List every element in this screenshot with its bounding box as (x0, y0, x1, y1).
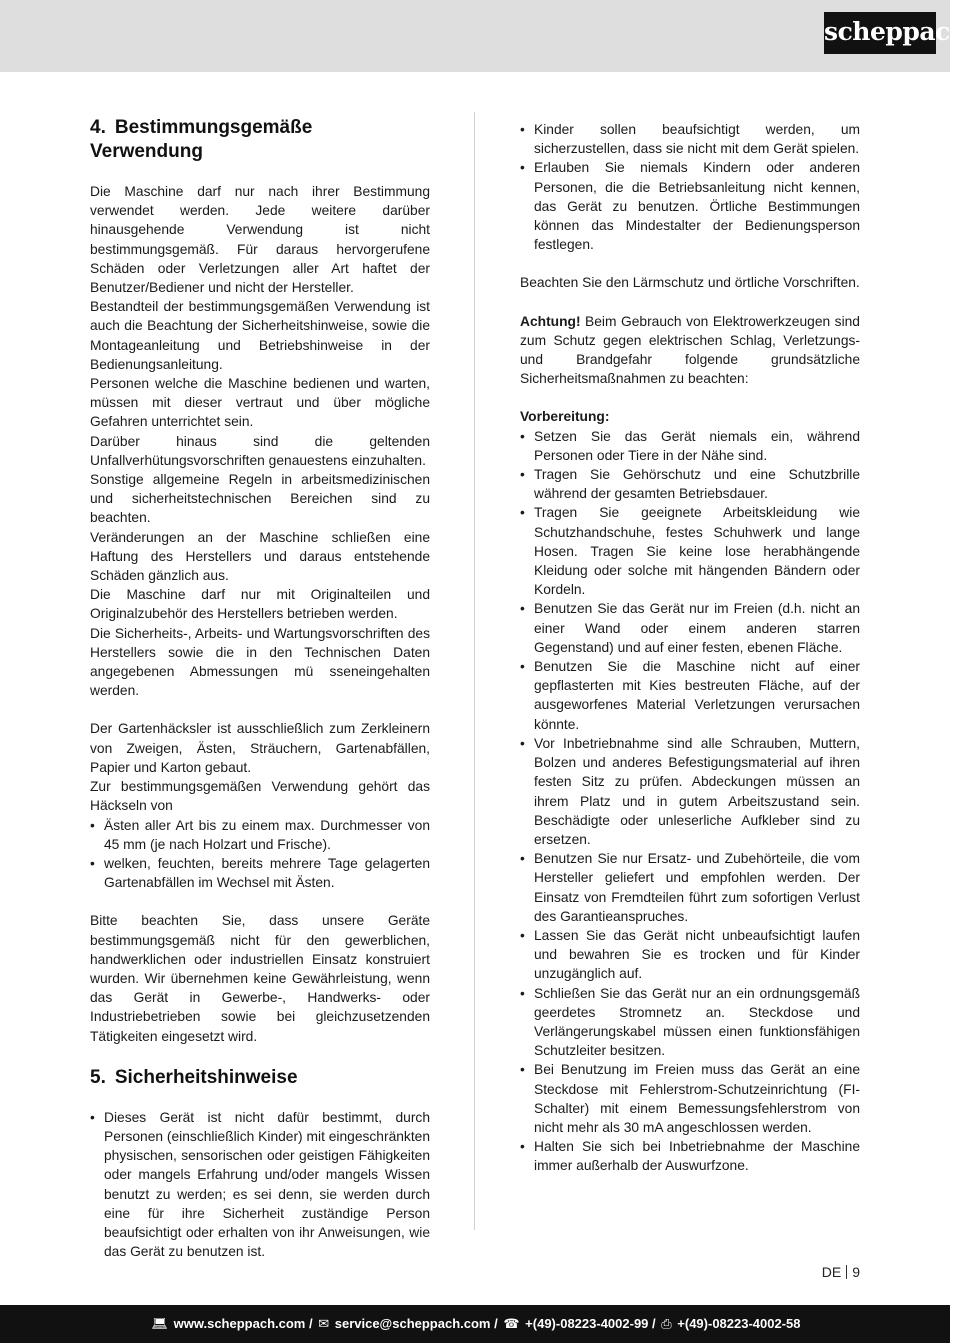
paragraph: Bestandteil der bestimmungsgemäßen Verwendung ist auch die Beachtung der Sicherheitshinweise, sowie die Montageanleitung und Betriebshinweise in der Bedienungsanleitung. (90, 299, 430, 372)
right-column (520, 112, 860, 1176)
section-5-heading (90, 1066, 430, 1090)
phone-icon: ☎ (503, 1316, 520, 1331)
warning-text: Beim Gebrauch von Elektrowerkzeugen sind zum Schutz gegen elektrischen Schlag, Verletzungs- und Brandgefahr folgende grundsätzliche Sicherheitsmaßnahmen zu beachten: (520, 313, 860, 387)
page-lang: DE (821, 1264, 842, 1280)
list-item: • Vor Inbetriebnahme sind alle Schrauben, Muttern, Bolzen und anderes Befestigungsmaterial auf ihren festen Sitz zu prüfen. Abdeckungen müssen an ihrem Platz und in gutem Arbeitszustand sein. Beschädigte oder unleserliche Aufkleber sind zu ersetzen. (520, 734, 860, 849)
paragraph: Die Sicherheits-, Arbeits- und Wartungsvorschriften des Herstellers sowie die in den Technischen Daten angegebenen Abmessungen mü sseneingehalten werden. (90, 625, 430, 699)
section-4-number: 4. (90, 117, 106, 138)
list-item: • Tragen Sie Gehörschutz und eine Schutzbrille während der gesamten Betriebsdauer. (520, 465, 860, 503)
list-item: • Benutzen Sie nur Ersatz- und Zubehörteile, die vom Hersteller geliefert und empfohlen werden. Der Einsatz von Fremdteilen führt zum sofortigen Verlust des Garantieanspruches. (520, 849, 860, 926)
list-item: • Lassen Sie das Gerät nicht unbeaufsichtigt laufen und bewahren Sie es trocken und für Kinder unzugänglich auf. (520, 926, 860, 984)
noise-note: Beachten Sie den Lärmschutz und örtliche Vorschriften. (520, 275, 860, 291)
list-item: • Ästen aller Art bis zu einem max. Durchmesser von 45 mm (je nach Holzart und Frische). (90, 816, 430, 854)
list-item: • Tragen Sie geeignete Arbeitskleidung wie Schutzhandschuhe, festes Schuhwerk und lange Hosen. Tragen Sie keine lose herabhängende Kleidung oder solche mit hängenden Bändern oder Kordeln. (520, 503, 860, 599)
paragraph: Sonstige allgemeine Regeln in arbeitsmedizinischen und sicherheitstechnischen Bereichen sind zu beachten. (90, 472, 430, 526)
paragraph: Die Maschine darf nur mit Originalteilen und Originalzubehör des Herstellers betrieben werden. (90, 587, 430, 622)
page-footer (0, 1305, 950, 1343)
list-item: • welken, feuchten, bereits mehrere Tage gelagerten Gartenabfällen im Wechsel mit Ästen. (90, 854, 430, 892)
list-item: • Erlauben Sie niemals Kindern oder anderen Personen, die die Betriebsanleitung nicht kennen, das Gerät zu benutzen. Örtliche Bestimmungen können das Mindestalter der Bedienungsperson festlegen. (520, 158, 860, 254)
list-item: • Benutzen Sie das Gerät nur im Freien (d.h. nicht an einer Wand oder einem anderen starren Gegenstand) und auf einer festen, ebenen Fläche. (520, 599, 860, 657)
left-column (90, 112, 430, 1261)
safety-list (90, 1108, 430, 1262)
footer-web-link[interactable]: www.scheppach.com / (173, 1316, 313, 1331)
paragraph: Bitte beachten Sie, dass unsere Geräte bestimmungsgemäß nicht für den gewerblichen, handwerklichen oder industriellen Einsatz konstruiert wurden. Wir übernehmen keine Gewährleistung, wenn das Gerät in Gewerbe-, Handwerks- oder Industriebetrieben sowie bei gleichzusetzenden Tätigkeiten eingesetzt wird. (90, 913, 430, 1044)
mail-icon: ✉ (318, 1316, 330, 1331)
section-5-title: Sicherheitshinweise (114, 1066, 298, 1088)
page-header (0, 0, 967, 72)
paragraph: Darüber hinaus sind die geltenden Unfallverhütungsvorschriften genauestens einzuhalten. (90, 433, 430, 468)
list-item: • Halten Sie sich bei Inbetriebnahme der Maschine immer außerhalb der Auswurfzone. (520, 1137, 860, 1175)
footer-fax: +(49)-08223-4002-58 (677, 1316, 801, 1331)
paragraph: Zur bestimmungsgemäßen Verwendung gehört das Häckseln von (90, 779, 430, 814)
safety-list-continued (520, 120, 860, 254)
list-item: • Benutzen Sie die Maschine nicht auf einer gepflasterten mit Kies bestreuten Fläche, auf der ausgeworfenes Material Verletzungen verursachen könnte. (520, 657, 860, 734)
section-4-heading (90, 116, 430, 164)
paragraph: Veränderungen an der Maschine schließen eine Haftung des Herstellers und daraus entstehende Schäden gänzlich aus. (90, 529, 430, 584)
warning-label: Achtung! (520, 313, 581, 329)
list-item: • Setzen Sie das Gerät niemals ein, während Personen oder Tiere in der Nähe sind. (520, 427, 860, 465)
footer-email-link[interactable]: service@scheppach.com / (334, 1316, 498, 1331)
preparation-list (520, 427, 860, 1176)
fax-icon: ⎙ (661, 1316, 672, 1331)
paragraph: Der Gartenhäcksler ist ausschließlich zum Zerkleinern von Zweigen, Ästen, Sträuchern, Gartenabfällen, Papier und Karton gebaut. (90, 721, 430, 775)
page-num: 9 (852, 1264, 860, 1280)
paragraph: Die Maschine darf nur nach ihrer Bestimmung verwendet werden. Jede weitere darüber hinausgehende Verwendung ist nicht bestimmungsgemäß. Für daraus hervorgerufene Schäden oder Verletzungen aller Art haftet der Benutzer/Bediener und nicht der Hersteller. (90, 184, 430, 296)
scheppach-logo: scheppach (824, 12, 936, 54)
usage-list (90, 816, 430, 893)
list-item: • Bei Benutzung im Freien muss das Gerät an eine Steckdose mit Fehlerstrom-Schutzeinrichtung (FI-Schalter) mit einem Bemessungsfehlerstrom von nicht mehr als 30 mA angeschlossen werden. (520, 1060, 860, 1137)
page-number (822, 1264, 860, 1280)
preparation-heading: Vorbereitung: (520, 409, 610, 425)
section-5-number: 5. (90, 1066, 106, 1088)
computer-icon: 💻︎ (151, 1316, 168, 1331)
footer-phone: +(49)-08223-4002-99 / (525, 1316, 656, 1331)
paragraph: Personen welche die Maschine bedienen und warten, müssen mit dieser vertraut und über mögliche Gefahren unterrichtet sein. (90, 376, 430, 430)
column-divider (474, 112, 475, 1230)
list-item: • Schließen Sie das Gerät nur an ein ordnungsgemäß geerdetes Stromnetz an. Steckdose und Verlängerungskabel müssen einen funktionsfähigen Schutzleiter besitzen. (520, 984, 860, 1061)
list-item: • Kinder sollen beaufsichtigt werden, um sicherzustellen, dass sie nicht mit dem Gerät spielen. (520, 120, 860, 158)
list-item: • Dieses Gerät ist nicht dafür bestimmt, durch Personen (einschließlich Kinder) mit eingeschränkten physischen, sensorischen oder geistigen Fähigkeiten oder mangels Erfahrung und/oder mangels Wissen benutzt zu werden; es sei denn, sie werden durch eine für ihre Sicherheit zuständige Person beaufsichtigt oder erhalten von ihr Anweisungen, wie das Gerät zu benutzen ist. (90, 1108, 430, 1262)
warning-paragraph (520, 312, 860, 389)
section-4-title: Bestimmungsgemäße Verwendung (90, 117, 313, 162)
